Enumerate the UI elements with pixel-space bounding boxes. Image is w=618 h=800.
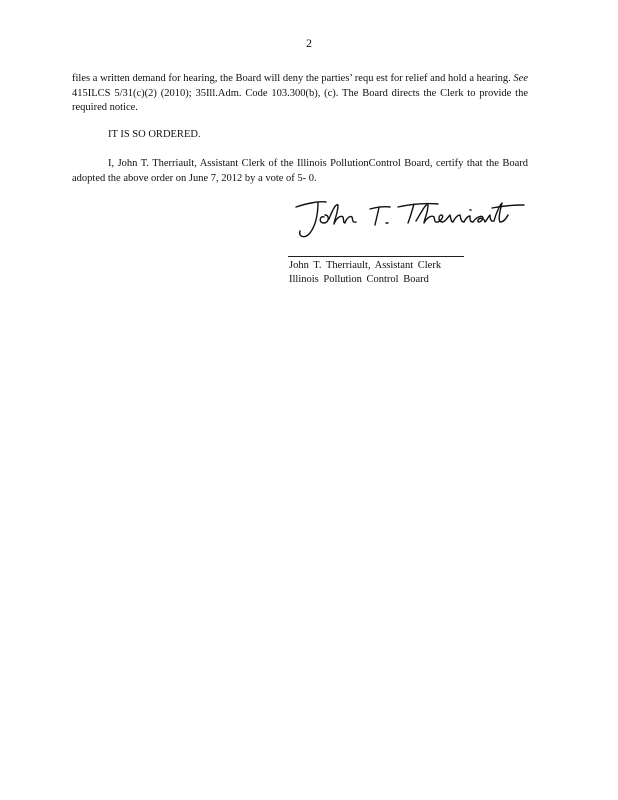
signature-line (288, 256, 464, 257)
relief-text-1: files a written demand for hearing, the Board will deny the parties’ requ est for relief and hold a hearing. (72, 73, 511, 84)
certification-paragraph: I, John T. Therriault, Assistant Clerk of the Illinois PollutionControl Board, certify that the Board adopted the above order on June 7, 2012 by a vote of 5- 0. (72, 158, 528, 184)
page-number: 2 (306, 36, 312, 50)
signer-organization: Illinois Pollution Control Board (289, 273, 429, 285)
relief-paragraph (72, 72, 528, 116)
signer-name-title: John T. Therriault, Assistant Clerk (289, 260, 442, 271)
order-statement: IT IS SO ORDERED. (108, 129, 201, 140)
see-signal: See (513, 73, 528, 84)
handwritten-signature (288, 193, 528, 243)
signer-block (289, 259, 441, 286)
relief-text-2: 415ILCS 5/31(c)(2) (2010); 35Ill.Adm. Code 103.300(b), (c). The Board directs the Clerk to provide the required notice. (72, 87, 528, 113)
